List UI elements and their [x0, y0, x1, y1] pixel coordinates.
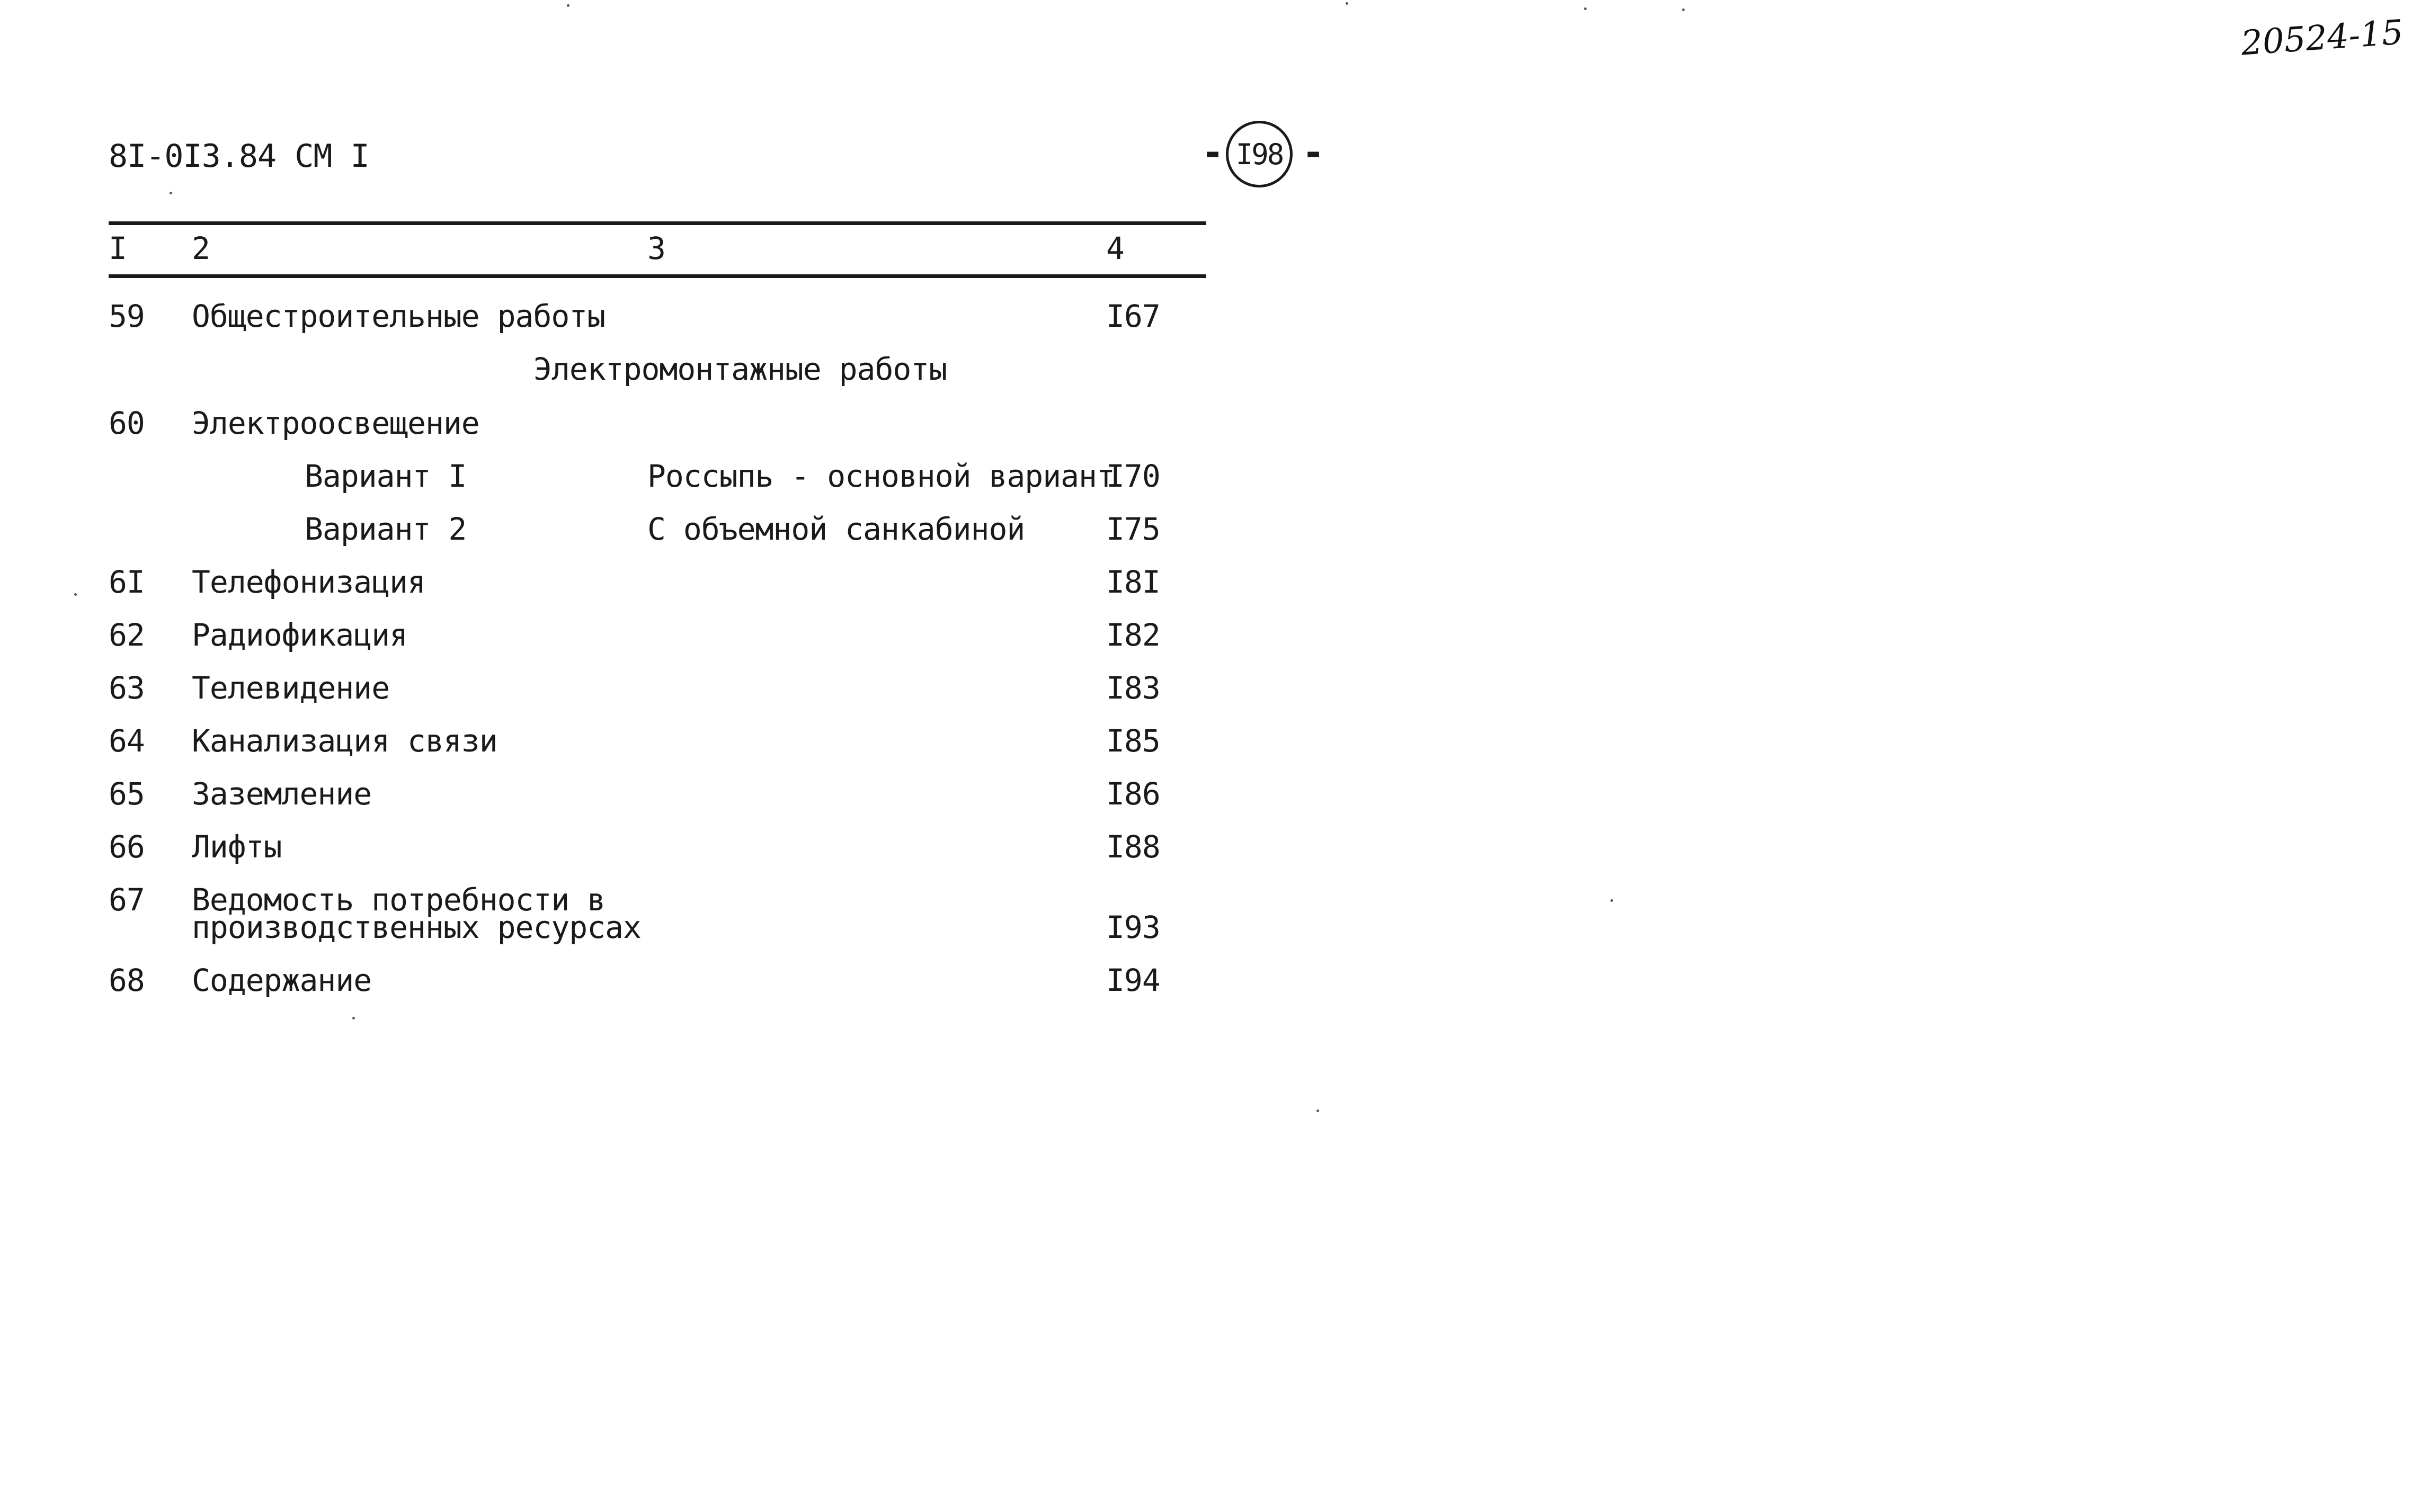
scan-speck: [1682, 8, 1685, 11]
column-header-3: 3: [647, 230, 665, 266]
row-title: Общестроительные работы: [192, 298, 606, 334]
row-number: 67: [109, 882, 145, 918]
row-page: I94: [1106, 962, 1160, 998]
row-title: Заземление: [192, 776, 372, 812]
row-page: I70: [1106, 458, 1160, 494]
row-page: I86: [1106, 776, 1160, 812]
row-page: I82: [1106, 617, 1160, 653]
row-number: 63: [109, 670, 145, 706]
row-title-continuation: производственных ресурсах: [192, 909, 641, 945]
column-header-1: I: [109, 230, 127, 266]
row-title: Телефонизация: [192, 564, 425, 600]
row-title: Телевидение: [192, 670, 390, 706]
row-page: I67: [1106, 298, 1160, 334]
variant-label: Вариант I: [305, 458, 467, 494]
row-number: 6I: [109, 564, 145, 600]
scan-speck: [170, 192, 172, 194]
scan-speck: [567, 4, 569, 7]
row-title: Канализация связи: [192, 723, 497, 759]
document-code: 8I-0I3.84 CM I: [109, 138, 369, 175]
row-page: I75: [1106, 511, 1160, 547]
table-header-rule: [109, 274, 1206, 278]
column-header-4: 4: [1106, 230, 1124, 266]
variant-description: Россыпь - основной вариант: [647, 458, 1115, 494]
column-header-2: 2: [192, 230, 210, 266]
page-number-marker: - I98 -: [1201, 121, 1323, 184]
row-number: 65: [109, 776, 145, 812]
handwritten-note: 20524-15: [2239, 13, 2405, 64]
row-number: 66: [109, 829, 145, 865]
section-heading: Электромонтажные работы: [533, 351, 947, 387]
row-number: 60: [109, 405, 145, 441]
row-number: 68: [109, 962, 145, 998]
row-title: Ведомость потребности в: [192, 882, 606, 918]
row-page: I85: [1106, 723, 1160, 759]
scan-speck: [1346, 2, 1348, 5]
row-title: Лифты: [192, 829, 282, 865]
table-top-rule: [109, 221, 1206, 225]
row-number: 62: [109, 617, 145, 653]
scan-speck: [352, 1017, 355, 1019]
page-number: I98: [1226, 121, 1293, 187]
row-page: I88: [1106, 829, 1160, 865]
row-number: 59: [109, 298, 145, 334]
row-number: 64: [109, 723, 145, 759]
row-title: Радиофикация: [192, 617, 408, 653]
scan-speck: [74, 593, 77, 596]
scan-speck: [1584, 7, 1587, 10]
variant-label: Вариант 2: [305, 511, 467, 547]
row-title: Электроосвещение: [192, 405, 479, 441]
scan-speck: [1610, 899, 1613, 902]
row-page: I83: [1106, 670, 1160, 706]
row-title: Содержание: [192, 962, 372, 998]
variant-description: С объемной санкабиной: [647, 511, 1025, 547]
row-page: I93: [1106, 909, 1160, 945]
scan-speck: [1316, 1110, 1319, 1112]
row-page: I8I: [1106, 564, 1160, 600]
